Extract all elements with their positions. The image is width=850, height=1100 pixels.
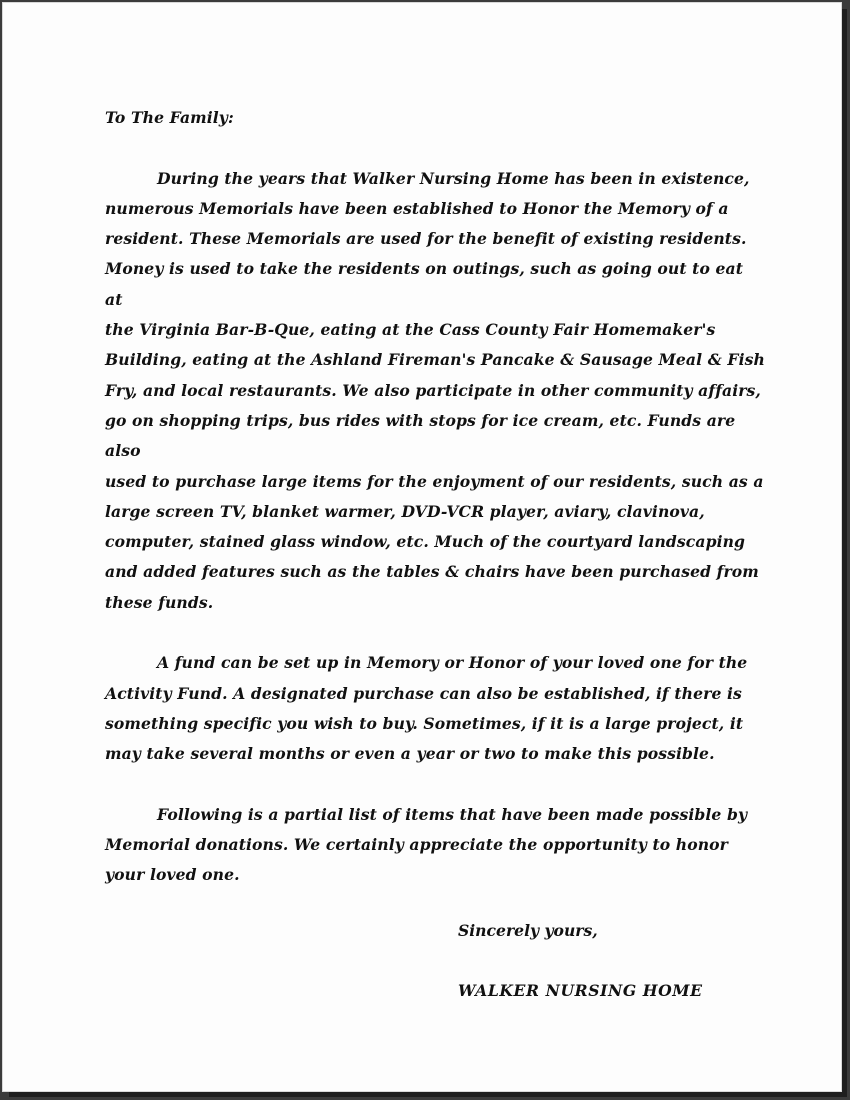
paragraph-memorials: During the years that Walker Nursing Home has been in existence, numerous Memorials have been established to Honor the Memory of a resident. These Memorials are used for the benefit of existing residents. Money is used to take the residents on outings, such as going out to eat at the Virginia Bar-B-Que, eating at the Cass County Fair Homemaker's Building, eating at the Ashland Fireman's Pancake & Sausage Meal & Fish Fry, and local restaurants. We also participate in other community affairs, go on shopping trips, bus rides with stops for ice cream, etc. Funds are also used to purchase large items for the enjoyment of our residents, such as a large screen TV, blanket warmer, DVD-VCR player, aviary, clavinova, computer, stained glass window, etc. Much of the courtyard landscaping and added features such as the tables & chairs have been purchased from these funds. <box>105 168 765 612</box>
valediction: Sincerely yours, <box>458 921 598 940</box>
paragraph-list-intro: Following is a partial list of items that have been made possible by Memorial donations. We certainly appreciate the opportunity to honor your loved one. <box>105 804 748 885</box>
salutation: To The Family: <box>105 108 234 127</box>
letter-page <box>3 3 841 1091</box>
paragraph-fund: A fund can be set up in Memory or Honor of your loved one for the Activity Fund. A designated purchase can also be established, if there is something specific you wish to buy. Sometimes, if it is a large project, it may take several months or even a year or two to make this possible. <box>105 653 748 764</box>
letter-body <box>105 103 765 921</box>
signature: WALKER NURSING HOME <box>458 981 703 1000</box>
